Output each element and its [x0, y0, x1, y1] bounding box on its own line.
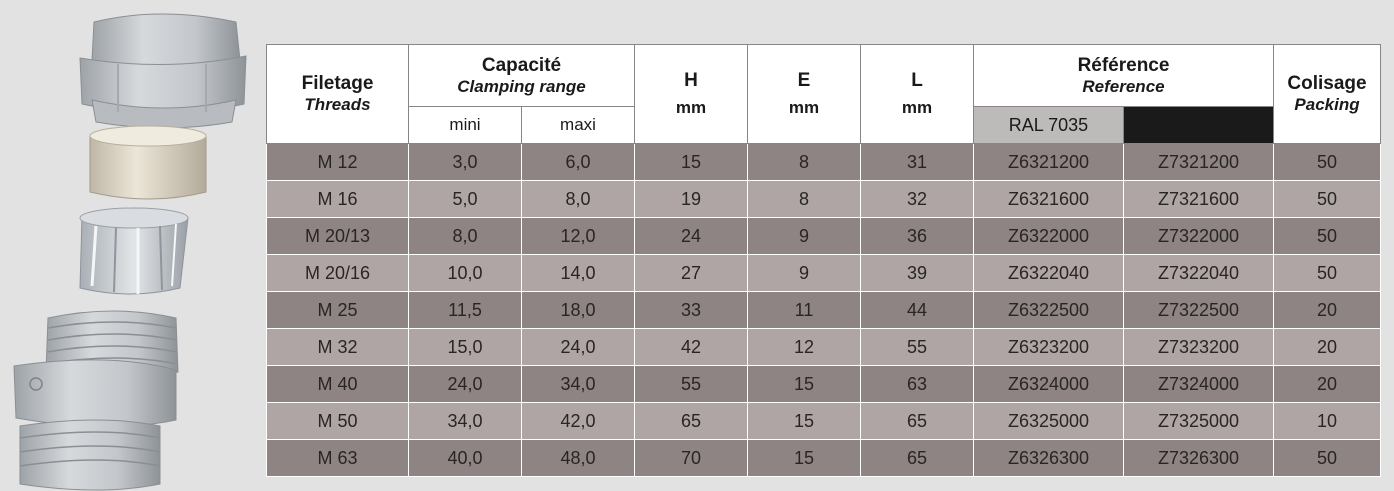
cell-ref-dark: Z7326300	[1124, 440, 1274, 477]
cell-ref-light: Z6323200	[974, 329, 1124, 366]
cap-nut-part	[80, 14, 246, 128]
cell-maxi: 34,0	[522, 366, 635, 403]
cell-l: 65	[861, 403, 974, 440]
header-capacity	[409, 45, 635, 107]
cell-maxi: 14,0	[522, 255, 635, 292]
cell-ref-light: Z6321600	[974, 181, 1124, 218]
cell-l: 44	[861, 292, 974, 329]
gland-body-part	[14, 311, 178, 490]
cell-thread: M 20/13	[267, 218, 409, 255]
header-reference-fr: Référence	[1077, 54, 1170, 76]
cell-packing: 20	[1274, 292, 1381, 329]
cell-h: 55	[635, 366, 748, 403]
header-threads-en: Threads	[304, 95, 371, 114]
cell-packing: 50	[1274, 440, 1381, 477]
cell-h: 65	[635, 403, 748, 440]
cell-l: 39	[861, 255, 974, 292]
header-reference-en: Reference	[1082, 76, 1165, 96]
cell-ref-dark: Z7323200	[1124, 329, 1274, 366]
cell-thread: M 32	[267, 329, 409, 366]
table-body	[267, 144, 1381, 477]
cell-ref-light: Z6322500	[974, 292, 1124, 329]
cell-h: 24	[635, 218, 748, 255]
cell-ref-light: Z6325000	[974, 403, 1124, 440]
header-threads	[267, 45, 409, 144]
cell-maxi: 18,0	[522, 292, 635, 329]
cell-e: 9	[748, 255, 861, 292]
cell-l: 36	[861, 218, 974, 255]
header-ral-7035: RAL 7035	[974, 107, 1124, 144]
cell-e: 8	[748, 144, 861, 181]
cell-ref-dark: Z7321200	[1124, 144, 1274, 181]
header-e-unit: mm	[788, 98, 820, 117]
table-row	[267, 403, 1381, 440]
cell-ref-light: Z6322040	[974, 255, 1124, 292]
header-h-unit: mm	[675, 98, 707, 117]
cell-packing: 50	[1274, 255, 1381, 292]
cell-e: 9	[748, 218, 861, 255]
header-maxi: maxi	[522, 107, 635, 144]
cell-thread: M 16	[267, 181, 409, 218]
cell-maxi: 6,0	[522, 144, 635, 181]
table-row	[267, 218, 1381, 255]
cell-mini: 11,5	[409, 292, 522, 329]
cell-h: 33	[635, 292, 748, 329]
cell-ref-dark: Z7324000	[1124, 366, 1274, 403]
cell-mini: 10,0	[409, 255, 522, 292]
cable-gland-exploded-illustration	[0, 0, 260, 491]
cell-h: 70	[635, 440, 748, 477]
cell-ref-dark: Z7322000	[1124, 218, 1274, 255]
cell-ref-light: Z6322000	[974, 218, 1124, 255]
cell-thread: M 12	[267, 144, 409, 181]
cell-mini: 3,0	[409, 144, 522, 181]
cell-packing: 50	[1274, 144, 1381, 181]
cell-ref-dark: Z7321600	[1124, 181, 1274, 218]
table-row	[267, 329, 1381, 366]
header-h	[635, 45, 748, 144]
header-h-label: H	[684, 70, 698, 91]
cell-ref-light: Z6321200	[974, 144, 1124, 181]
header-l-unit: mm	[901, 98, 933, 117]
header-packing-fr: Colisage	[1287, 73, 1367, 94]
cell-l: 31	[861, 144, 974, 181]
cell-l: 63	[861, 366, 974, 403]
cell-h: 19	[635, 181, 748, 218]
cell-maxi: 48,0	[522, 440, 635, 477]
header-e	[748, 45, 861, 144]
header-e-label: E	[797, 70, 811, 91]
cell-ref-dark: Z7322040	[1124, 255, 1274, 292]
header-packing	[1274, 45, 1381, 144]
cell-thread: M 40	[267, 366, 409, 403]
cell-h: 27	[635, 255, 748, 292]
header-capacity-fr: Capacité	[481, 54, 562, 76]
header-reference	[974, 45, 1274, 107]
header-capacity-en: Clamping range	[457, 76, 586, 96]
cell-ref-dark: Z7322500	[1124, 292, 1274, 329]
table-row	[267, 292, 1381, 329]
cell-e: 8	[748, 181, 861, 218]
cell-maxi: 8,0	[522, 181, 635, 218]
cell-mini: 5,0	[409, 181, 522, 218]
cell-mini: 8,0	[409, 218, 522, 255]
cell-thread: M 63	[267, 440, 409, 477]
cell-e: 15	[748, 366, 861, 403]
cell-l: 65	[861, 440, 974, 477]
header-threads-fr: Filetage	[301, 73, 374, 94]
seal-insert-part	[90, 126, 206, 199]
cell-l: 55	[861, 329, 974, 366]
cell-h: 15	[635, 144, 748, 181]
table-row	[267, 255, 1381, 292]
cell-mini: 15,0	[409, 329, 522, 366]
cell-thread: M 25	[267, 292, 409, 329]
cell-ref-dark: Z7325000	[1124, 403, 1274, 440]
cell-e: 15	[748, 440, 861, 477]
table-row	[267, 181, 1381, 218]
cell-packing: 50	[1274, 218, 1381, 255]
cell-thread: M 50	[267, 403, 409, 440]
clamp-cage-part	[80, 208, 188, 294]
cell-mini: 24,0	[409, 366, 522, 403]
cell-packing: 20	[1274, 366, 1381, 403]
cell-mini: 34,0	[409, 403, 522, 440]
header-ral-9005: RAL 9005	[1124, 107, 1274, 144]
cell-thread: M 20/16	[267, 255, 409, 292]
cell-packing: 10	[1274, 403, 1381, 440]
header-l	[861, 45, 974, 144]
gland-spec-table	[266, 44, 1381, 477]
cell-ref-light: Z6324000	[974, 366, 1124, 403]
cell-maxi: 12,0	[522, 218, 635, 255]
header-l-label: L	[911, 70, 923, 91]
cell-maxi: 42,0	[522, 403, 635, 440]
cell-l: 32	[861, 181, 974, 218]
table-row	[267, 366, 1381, 403]
cell-maxi: 24,0	[522, 329, 635, 366]
cell-ref-light: Z6326300	[974, 440, 1124, 477]
cell-e: 12	[748, 329, 861, 366]
header-mini: mini	[409, 107, 522, 144]
table-row	[267, 440, 1381, 477]
cell-h: 42	[635, 329, 748, 366]
cell-packing: 50	[1274, 181, 1381, 218]
cell-packing: 20	[1274, 329, 1381, 366]
cell-mini: 40,0	[409, 440, 522, 477]
header-packing-en: Packing	[1294, 95, 1360, 114]
table-row	[267, 144, 1381, 181]
cell-e: 11	[748, 292, 861, 329]
cell-e: 15	[748, 403, 861, 440]
